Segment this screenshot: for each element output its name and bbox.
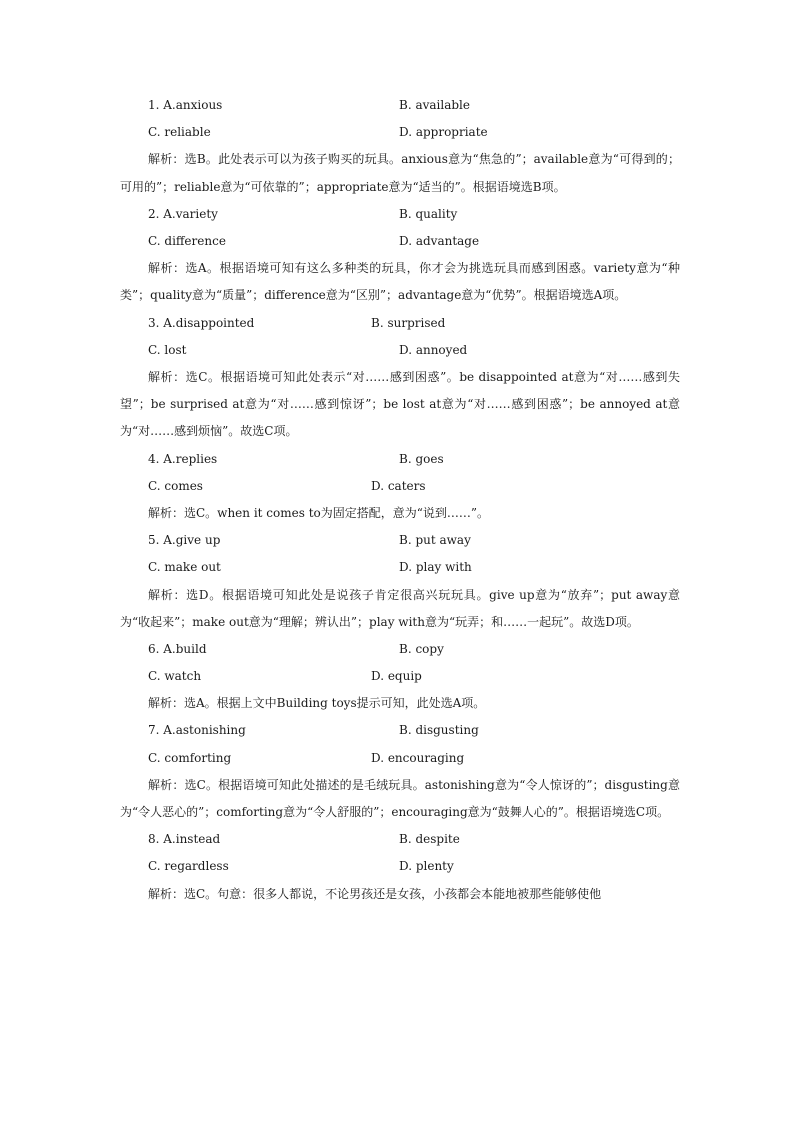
question-5-analysis: 解析：选D。根据语境可知此处是说孩子肯定很高兴玩玩具。give up意为“放弃”；put away意为“收起来”；make out意为“理解；辨认出”；play with意为“玩弄；和……一起玩”。故选D项。 xyxy=(120,587,680,629)
question-3-analysis: 解析：选C。根据语境可知此处表示“对……感到困惑”。be disappointed at意为“对……感到失望”；be surprised at意为“对……感到惊讶”；be lost at意为“对……感到困惑”；be annoyed at意为“对……感到烦恼”。故选C项。 xyxy=(120,369,680,439)
option-c: C. comes xyxy=(148,478,203,493)
option-a: 7. A.astonishing xyxy=(148,723,246,738)
question-3-options-ab xyxy=(120,310,680,337)
question-3-options-cd xyxy=(120,337,680,364)
option-d: D. advantage xyxy=(399,233,480,248)
option-a: 3. A.disappointed xyxy=(148,315,255,330)
option-d: D. equip xyxy=(371,669,422,684)
option-b: B. disgusting xyxy=(399,723,479,738)
question-1-options-cd xyxy=(120,119,680,146)
option-c: C. lost xyxy=(148,342,187,357)
question-2-options-ab xyxy=(120,201,680,228)
option-c: C. make out xyxy=(148,560,221,575)
option-a: 1. A.anxious xyxy=(148,98,223,112)
option-d: D. plenty xyxy=(399,859,454,874)
question-4-options-cd xyxy=(120,473,680,500)
option-c: C. regardless xyxy=(148,859,229,874)
option-c: C. difference xyxy=(148,233,226,248)
question-2-analysis: 解析：选A。根据语境可知有这么多种类的玩具，你才会为挑选玩具而感到困惑。variety意为“种类”；quality意为“质量”；difference意为“区别”；advantage意为“优势”。根据语境选A项。 xyxy=(120,261,680,303)
question-8-options-cd xyxy=(120,853,680,880)
option-b: B. despite xyxy=(399,832,460,847)
option-d: D. annoyed xyxy=(399,342,468,357)
option-a: 5. A.give up xyxy=(148,533,221,548)
question-2-options-cd xyxy=(120,228,680,255)
question-7-options-cd xyxy=(120,745,680,772)
question-6-analysis: 解析：选A。根据上文中Building toys提示可知，此处选A项。 xyxy=(148,696,486,711)
question-5-options-cd xyxy=(120,554,680,581)
question-8-analysis: 解析：选C。句意：很多人都说，不论男孩还是女孩，小孩都会本能地被那些能够使他 xyxy=(148,886,602,901)
option-c: C. watch xyxy=(148,669,202,684)
question-1-analysis: 解析：选B。此处表示可以为孩子购买的玩具。anxious意为“焦急的”；available意为“可得到的；可用的”；reliable意为“可依靠的”；appropriate意为“适当的”。根据语境选B项。 xyxy=(120,152,680,194)
option-d: D. play with xyxy=(399,560,472,575)
option-c: C. reliable xyxy=(148,125,211,140)
option-d: D. encouraging xyxy=(371,750,465,765)
option-a: 2. A.variety xyxy=(148,206,218,221)
option-b: B. goes xyxy=(399,451,444,466)
question-4-analysis: 解析：选C。when it comes to为固定搭配，意为“说到……”。 xyxy=(148,505,490,520)
option-c: C. comforting xyxy=(148,750,232,765)
option-b: B. surprised xyxy=(371,315,446,330)
option-d: D. appropriate xyxy=(399,125,488,140)
question-6-options-ab xyxy=(120,636,680,663)
question-1-options-ab xyxy=(120,92,680,119)
question-5-options-ab xyxy=(120,527,680,554)
question-7-analysis: 解析：选C。根据语境可知此处描述的是毛绒玩具。astonishing意为“令人惊讶的”；disgusting意为“令人恶心的”；comforting意为“令人舒服的”；encouraging意为“鼓舞人心的”。根据语境选C项。 xyxy=(120,777,680,820)
option-b: B. available xyxy=(399,98,470,112)
option-b: B. put away xyxy=(399,533,471,548)
question-8-options-ab xyxy=(120,826,680,853)
option-a: 4. A.replies xyxy=(148,451,218,466)
option-a: 8. A.instead xyxy=(148,832,221,847)
option-d: D. caters xyxy=(371,478,426,493)
question-4-options-ab xyxy=(120,446,680,473)
option-b: B. quality xyxy=(399,206,458,221)
question-7-options-ab xyxy=(120,717,680,744)
option-b: B. copy xyxy=(399,641,444,656)
option-a: 6. A.build xyxy=(148,641,207,656)
answer-key-body xyxy=(120,92,680,908)
question-6-options-cd xyxy=(120,663,680,690)
